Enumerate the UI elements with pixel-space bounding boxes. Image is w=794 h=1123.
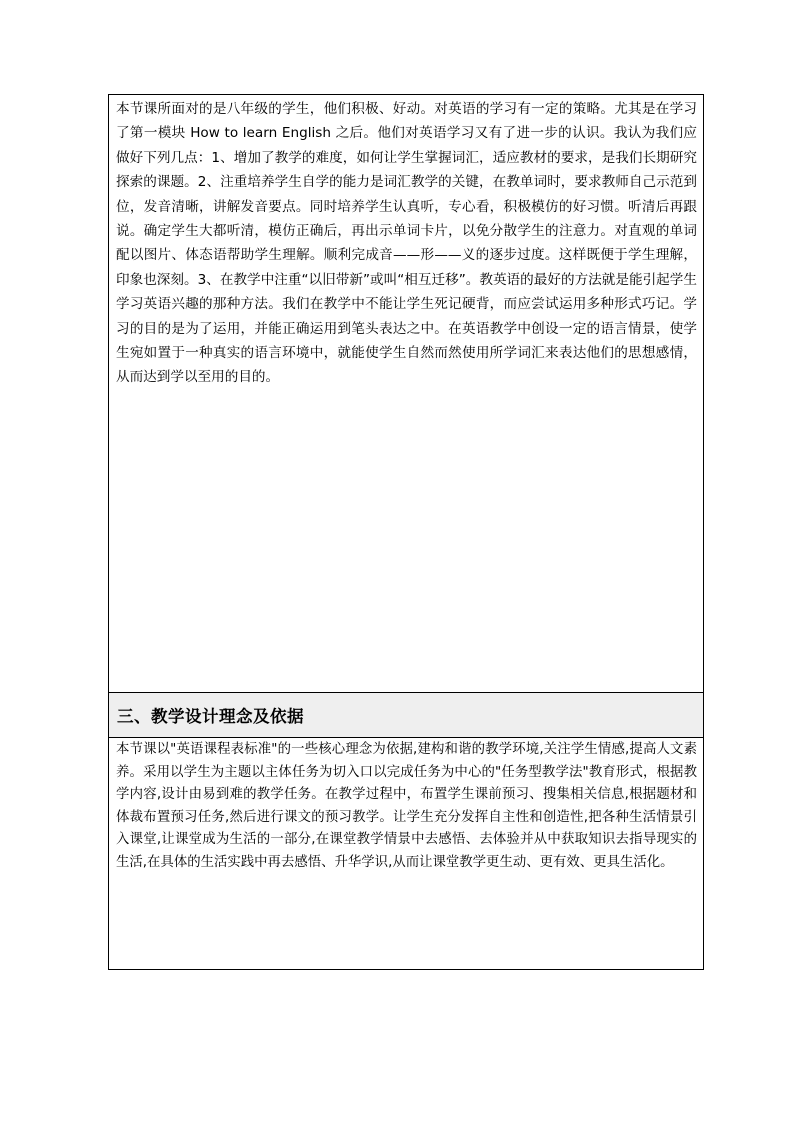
design-basis-cell: [109, 738, 703, 969]
student-analysis-text: 本节课所面对的是八年级的学生，他们积极、好动。对英语的学习有一定的策略。尤其是在学习了第一模块 How to learn English 之后。他们对英语学习又有了进一步的认识。我认为我们应做好下列几点：1、增加了教学的难度，如何让学生掌握词汇，适应教材的要求，是我们长期研究探索的课题。2、注重培养学生自学的能力是词汇教学的关键，在教单词时，要求教师自己示范到位，发音清晰，讲解发音要点。同时培养学生认真听，专心看，积极模仿的好习惯。听清后再跟说。确定学生大都听清，模仿正确后，再出示单词卡片，以免分散学生的注意力。对直观的单词配以图片、体态语帮助学生理解。顺利完成音——形——义的逐步过度。这样既便于学生理解，印象也深刻。3、在教学中注重“以旧带新”或叫“相互迁移”。教英语的最好的方法就是能引起学生学习英语兴趣的那种方法。我们在教学中不能让学生死记硬背，而应尝试运用多种形式巧记。学习的目的是为了运用，并能正确运用到笔头表达之中。在英语教学中创设一定的语言情景，使学生宛如置于一种真实的语言环境中，就能使学生自然而然使用所学词汇来表达他们的思想感情，从而达到学以至用的目的。: [116, 101, 697, 386]
section-three-heading-cell: [109, 693, 703, 738]
student-analysis-cell: [109, 95, 703, 693]
document-table: [108, 94, 704, 970]
section-three-heading: 三、教学设计理念及依据: [117, 707, 304, 726]
design-basis-text: 本节课以"英语课程表标准"的一些核心理念为依据,建构和谐的教学环境,关注学生情感,提高人文素养。采用以学生为主题以主体任务为切入口以完成任务为中心的"任务型教学法"教育形式，根据教学内容,设计由易到难的教学任务。在教学过程中，布置学生课前预习、搜集相关信息,根据题材和体裁布置预习任务,然后进行课文的预习教学。让学生充分发挥自主性和创造性,把各种生活情景引入课堂,让课堂成为生活的一部分,在课堂教学情景中去感悟、去体验并从中获取知识去指导现实的生活,在具体的生活实践中再去感悟、升华学识,从而让课堂教学更生动、更有效、更具生活化。: [116, 742, 697, 870]
